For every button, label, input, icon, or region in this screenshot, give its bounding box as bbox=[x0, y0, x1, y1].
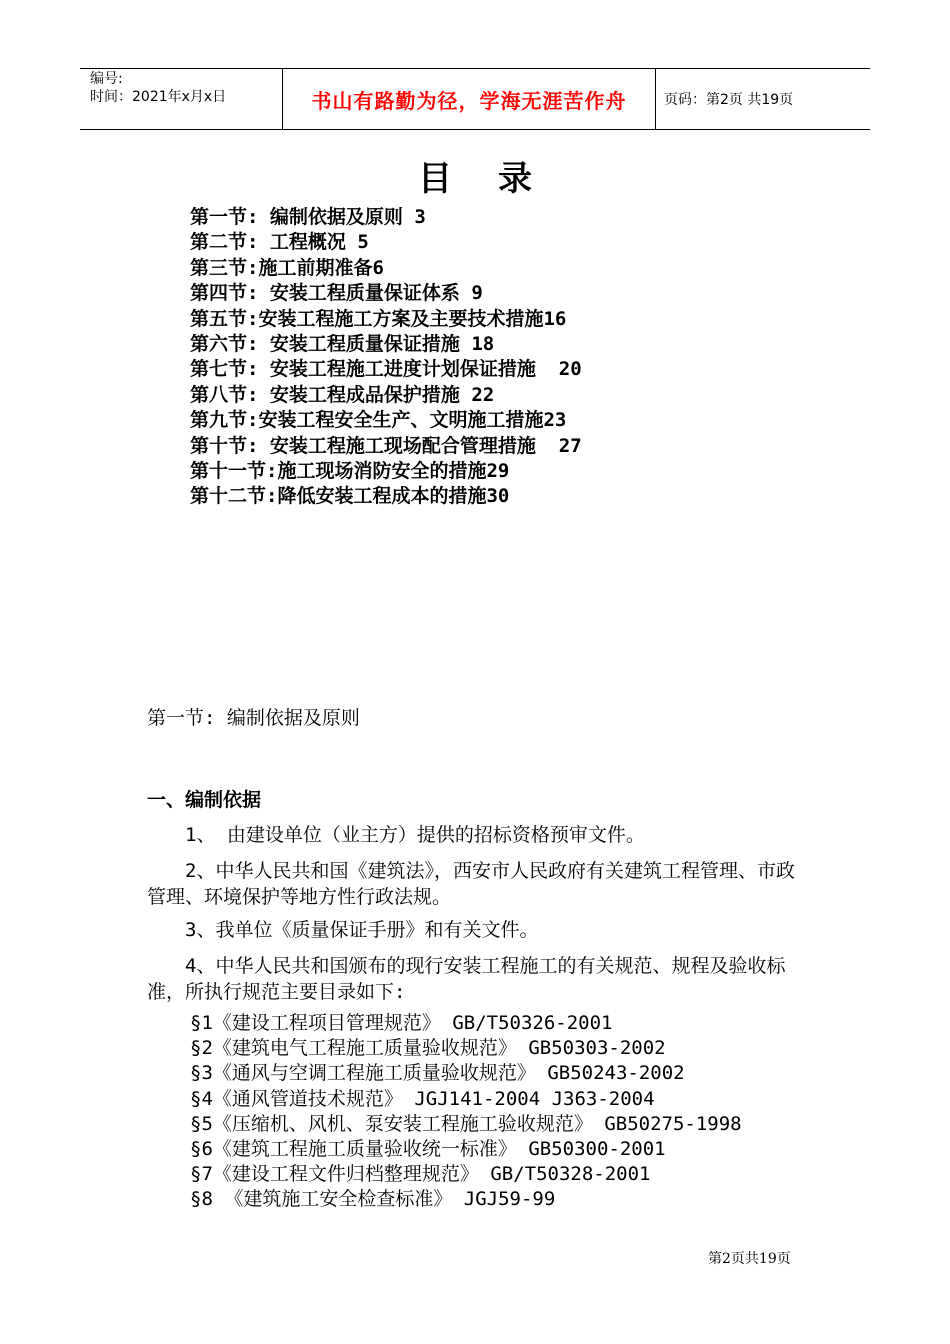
standard-item: §2《建筑电气工程施工质量验收规范》 GB50303-2002 bbox=[190, 1037, 666, 1060]
toc-item[interactable]: 第七节: 安装工程施工进度计划保证措施 20 bbox=[190, 358, 582, 381]
section-heading: 第一节: 编制依据及原则 bbox=[147, 707, 360, 729]
toc-title: 目录 bbox=[418, 159, 578, 199]
document-date: 时间：2021年x月x日 bbox=[90, 89, 227, 105]
toc-item[interactable]: 第十一节:施工现场消防安全的措施29 bbox=[190, 460, 510, 483]
header-info bbox=[80, 69, 282, 129]
header-motto-cell bbox=[282, 69, 656, 129]
standard-item: §3《通风与空调工程施工质量验收规范》 GB50243-2002 bbox=[190, 1062, 685, 1085]
toc-item[interactable]: 第十二节:降低安装工程成本的措施30 bbox=[190, 485, 510, 508]
table-of-contents bbox=[190, 205, 582, 510]
header-page-cell bbox=[656, 69, 870, 129]
standard-item: §5《压缩机、风机、泵安装工程施工验收规范》 GB50275-1998 bbox=[190, 1112, 742, 1135]
standard-item: §7《建设工程文件归档整理规范》 GB/T50328-2001 bbox=[190, 1163, 651, 1186]
header-page-number: 页码：第2页 共19页 bbox=[664, 92, 794, 108]
toc-item[interactable]: 第九节:安装工程安全生产、文明施工措施23 bbox=[190, 409, 567, 432]
section-subheading: 一、编制依据 bbox=[147, 789, 262, 811]
paragraph: 3、我单位《质量保证手册》和有关文件。 bbox=[185, 919, 539, 941]
header-motto: 书山有路勤为径，学海无涯苦作舟 bbox=[311, 88, 627, 113]
toc-item[interactable]: 第八节: 安装工程成品保护措施 22 bbox=[190, 383, 495, 406]
paragraph: 1、 由建设单位（业主方）提供的招标资格预审文件。 bbox=[185, 824, 645, 846]
standard-item: §1《建设工程项目管理规范》 GB/T50326-2001 bbox=[190, 1012, 613, 1034]
standard-item: §8 《建筑施工安全检查标准》 JGJ59-99 bbox=[190, 1188, 556, 1211]
page-header bbox=[80, 68, 870, 130]
toc-item[interactable]: 第六节: 安装工程质量保证措施 18 bbox=[190, 333, 495, 356]
paragraph: 2、中华人民共和国《建筑法》，西安市人民政府有关建筑工程管理、市政管理、环境保护等地方性行政法规。 bbox=[147, 860, 795, 908]
toc-item[interactable]: 第一节: 编制依据及原则 3 bbox=[190, 206, 426, 228]
toc-item[interactable]: 第二节: 工程概况 5 bbox=[190, 231, 369, 254]
paragraph: 4、中华人民共和国颁布的现行安装工程施工的有关规范、规程及验收标准，所执行规范主要目录如下: bbox=[147, 955, 786, 1003]
standard-item: §4《通风管道技术规范》 JGJ141-2004 J363-2004 bbox=[190, 1087, 655, 1110]
toc-item[interactable]: 第三节:施工前期准备6 bbox=[190, 256, 384, 279]
standard-item: §6《建筑工程施工质量验收统一标准》 GB50300-2001 bbox=[190, 1138, 666, 1161]
page-footer: 第2页共19页 bbox=[708, 1251, 791, 1267]
document-number-label: 编号: bbox=[90, 71, 123, 87]
toc-item[interactable]: 第五节:安装工程施工方案及主要技术措施16 bbox=[190, 307, 567, 330]
standards-list bbox=[190, 1011, 742, 1213]
toc-item[interactable]: 第四节: 安装工程质量保证体系 9 bbox=[190, 282, 483, 305]
toc-item[interactable]: 第十节: 安装工程施工现场配合管理措施 27 bbox=[190, 434, 582, 457]
